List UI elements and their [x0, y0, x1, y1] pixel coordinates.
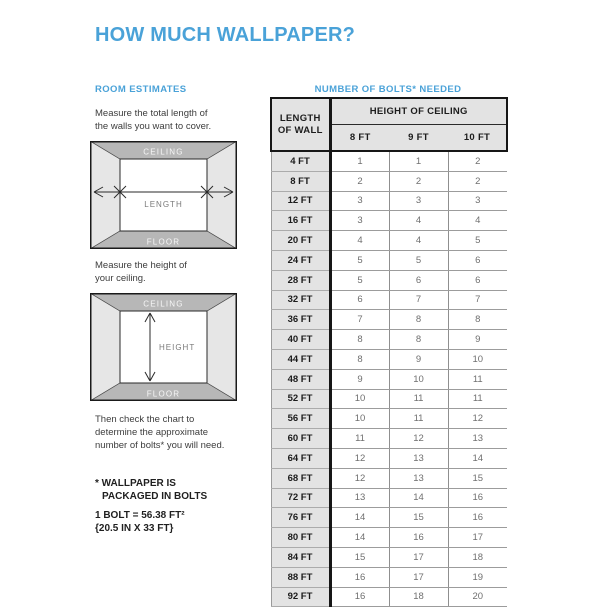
bolts-value-cell: 16	[330, 567, 389, 587]
bolts-value-cell: 3	[448, 191, 507, 211]
wall-length-cell: 52 FT	[271, 389, 330, 409]
bolts-value-cell: 14	[330, 508, 389, 528]
bolts-value-cell: 5	[330, 270, 389, 290]
bolts-value-cell: 17	[389, 547, 448, 567]
bolts-table-container	[270, 97, 508, 607]
bolts-value-cell: 14	[330, 528, 389, 548]
bolts-value-cell: 4	[448, 211, 507, 231]
table-row	[271, 488, 507, 508]
ceiling-label: CEILING	[143, 299, 184, 309]
table-row	[271, 587, 507, 607]
bolts-value-cell: 5	[448, 231, 507, 251]
bolts-value-cell: 9	[330, 369, 389, 389]
bolts-value-cell: 10	[330, 409, 389, 429]
bolts-value-cell: 19	[448, 567, 507, 587]
wall-length-cell: 48 FT	[271, 369, 330, 389]
bolts-value-cell: 6	[389, 270, 448, 290]
bolts-value-cell: 4	[330, 231, 389, 251]
table-row	[271, 448, 507, 468]
bolts-value-cell: 8	[448, 310, 507, 330]
bolts-value-cell: 17	[448, 528, 507, 548]
bolts-value-cell: 13	[330, 488, 389, 508]
table-row	[271, 290, 507, 310]
wall-length-cell: 92 FT	[271, 587, 330, 607]
back-wall-shape	[120, 159, 207, 231]
bolts-value-cell: 3	[389, 191, 448, 211]
bolts-value-cell: 11	[448, 369, 507, 389]
left-wall-shape	[90, 293, 120, 401]
length-of-wall-header: LENGTH OF WALL	[271, 98, 330, 151]
wall-length-cell: 24 FT	[271, 250, 330, 270]
bolts-value-cell: 9	[448, 330, 507, 350]
table-row	[271, 211, 507, 231]
bolts-value-cell: 2	[389, 171, 448, 191]
col-header-10ft: 10 FT	[448, 125, 507, 152]
floor-label: FLOOR	[146, 389, 181, 399]
wall-length-cell: 56 FT	[271, 409, 330, 429]
bolts-value-cell: 12	[448, 409, 507, 429]
table-row	[271, 547, 507, 567]
room-height-diagram	[90, 293, 237, 401]
bolts-value-cell: 16	[448, 488, 507, 508]
table-row	[271, 310, 507, 330]
page-title: HOW MUCH WALLPAPER?	[95, 24, 356, 46]
bolts-value-cell: 18	[389, 587, 448, 607]
room-length-diagram-svg	[90, 141, 237, 249]
table-row	[271, 349, 507, 369]
bolts-value-cell: 10	[448, 349, 507, 369]
bolts-value-cell: 2	[330, 171, 389, 191]
left-wall-shape	[90, 141, 120, 249]
table-row	[271, 468, 507, 488]
bolts-value-cell: 5	[389, 250, 448, 270]
bolts-value-cell: 2	[448, 171, 507, 191]
table-row	[271, 151, 507, 171]
wall-length-cell: 32 FT	[271, 290, 330, 310]
wall-length-cell: 72 FT	[271, 488, 330, 508]
ceiling-label: CEILING	[143, 147, 184, 157]
step2-text: Measure the height of your ceiling.	[95, 260, 187, 284]
right-wall-shape	[207, 141, 237, 249]
room-estimates-heading: ROOM ESTIMATES	[95, 84, 187, 95]
wall-length-cell: 88 FT	[271, 567, 330, 587]
bolts-value-cell: 20	[448, 587, 507, 607]
bolts-value-cell: 12	[389, 429, 448, 449]
table-row	[271, 369, 507, 389]
bolts-value-cell: 3	[330, 211, 389, 231]
bolts-value-cell: 8	[389, 330, 448, 350]
height-label: HEIGHT	[159, 343, 196, 352]
table-row	[271, 191, 507, 211]
wall-length-cell: 12 FT	[271, 191, 330, 211]
footnote-line1: * WALLPAPER IS	[95, 478, 176, 489]
height-of-ceiling-header: HEIGHT OF CEILING	[330, 98, 507, 125]
table-row	[271, 250, 507, 270]
bolts-value-cell: 12	[330, 468, 389, 488]
bolts-value-cell: 12	[330, 448, 389, 468]
bolts-value-cell: 15	[389, 508, 448, 528]
table-row	[271, 171, 507, 191]
bolts-value-cell: 6	[448, 270, 507, 290]
bolts-value-cell: 11	[448, 389, 507, 409]
table-row	[271, 330, 507, 350]
bolts-value-cell: 7	[448, 290, 507, 310]
wall-length-cell: 60 FT	[271, 429, 330, 449]
floor-label: FLOOR	[146, 237, 181, 247]
table-row	[271, 528, 507, 548]
bolts-value-cell: 13	[389, 468, 448, 488]
bolts-value-cell: 14	[448, 448, 507, 468]
bolts-value-cell: 15	[448, 468, 507, 488]
bolts-value-cell: 8	[330, 349, 389, 369]
bolts-value-cell: 10	[389, 369, 448, 389]
right-wall-shape	[207, 293, 237, 401]
bolts-value-cell: 18	[448, 547, 507, 567]
bolts-table-body	[271, 151, 507, 607]
bolts-value-cell: 5	[330, 250, 389, 270]
bolts-value-cell: 15	[330, 547, 389, 567]
bolts-value-cell: 4	[389, 211, 448, 231]
step1-text: Measure the total length of the walls you want to cover.	[95, 108, 212, 132]
wall-length-cell: 28 FT	[271, 270, 330, 290]
bolt-spec: 1 BOLT = 56.38 FT² {20.5 IN X 33 FT}	[95, 510, 185, 534]
wall-length-cell: 4 FT	[271, 151, 330, 171]
bolts-footnote	[95, 477, 207, 503]
table-row	[271, 508, 507, 528]
wall-length-cell: 84 FT	[271, 547, 330, 567]
bolts-value-cell: 8	[389, 310, 448, 330]
bolts-value-cell: 16	[448, 508, 507, 528]
bolts-table	[270, 97, 508, 607]
step3-text: Then check the chart to determine the approximate number of bolts* you will need.	[95, 414, 225, 451]
bolts-value-cell: 6	[448, 250, 507, 270]
bolts-value-cell: 2	[448, 151, 507, 171]
bolts-value-cell: 11	[389, 389, 448, 409]
bolts-value-cell: 14	[389, 488, 448, 508]
room-height-diagram-svg	[90, 293, 237, 401]
table-row	[271, 567, 507, 587]
bolts-value-cell: 17	[389, 567, 448, 587]
table-row	[271, 429, 507, 449]
bolts-table-header	[271, 98, 507, 151]
wall-length-cell: 44 FT	[271, 349, 330, 369]
bolts-value-cell: 1	[330, 151, 389, 171]
table-row	[271, 270, 507, 290]
wall-length-cell: 40 FT	[271, 330, 330, 350]
wall-length-cell: 64 FT	[271, 448, 330, 468]
wall-length-cell: 68 FT	[271, 468, 330, 488]
bolts-value-cell: 4	[389, 231, 448, 251]
bolts-value-cell: 6	[330, 290, 389, 310]
length-label: LENGTH	[144, 200, 183, 209]
bolts-value-cell: 1	[389, 151, 448, 171]
wall-length-cell: 20 FT	[271, 231, 330, 251]
wall-length-cell: 16 FT	[271, 211, 330, 231]
wall-length-cell: 36 FT	[271, 310, 330, 330]
bolts-value-cell: 11	[389, 409, 448, 429]
col-header-8ft: 8 FT	[330, 125, 389, 152]
bolts-value-cell: 8	[330, 330, 389, 350]
wall-length-cell: 8 FT	[271, 171, 330, 191]
bolts-value-cell: 3	[330, 191, 389, 211]
bolts-value-cell: 7	[389, 290, 448, 310]
bolts-value-cell: 10	[330, 389, 389, 409]
col-header-9ft: 9 FT	[389, 125, 448, 152]
bolts-value-cell: 11	[330, 429, 389, 449]
bolts-table-heading: NUMBER OF BOLTS* NEEDED	[314, 84, 462, 95]
table-row	[271, 389, 507, 409]
bolts-value-cell: 16	[389, 528, 448, 548]
room-length-diagram	[90, 141, 237, 249]
bolts-value-cell: 7	[330, 310, 389, 330]
table-row	[271, 231, 507, 251]
bolts-value-cell: 16	[330, 587, 389, 607]
bolts-value-cell: 13	[389, 448, 448, 468]
wall-length-cell: 80 FT	[271, 528, 330, 548]
bolts-value-cell: 9	[389, 349, 448, 369]
wall-length-cell: 76 FT	[271, 508, 330, 528]
footnote-line2: PACKAGED IN BOLTS	[102, 491, 208, 502]
bolts-value-cell: 13	[448, 429, 507, 449]
table-row	[271, 409, 507, 429]
